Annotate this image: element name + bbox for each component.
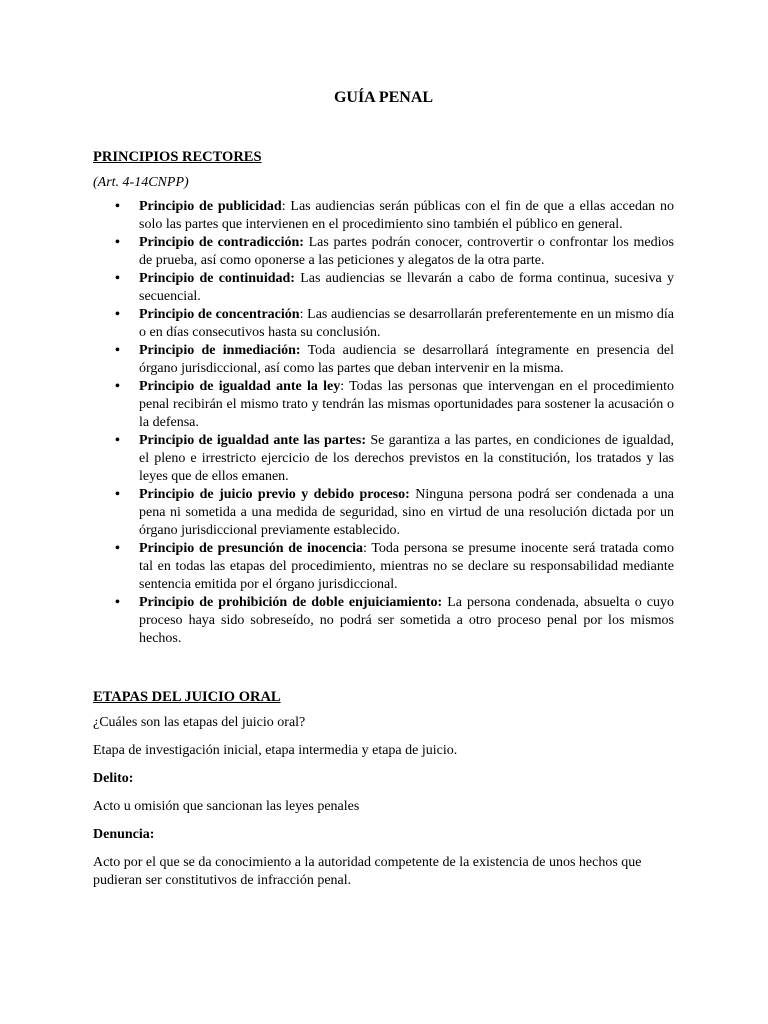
section-heading-etapas: ETAPAS DEL JUICIO ORAL (93, 689, 281, 705)
principle-text: Todas las personas que intervengan en el procedimiento penal recibirán el mismo trato y tendrán las mismas oportunidades para sostener la acusación o la defensa. (139, 379, 675, 430)
principle-text: La persona condenada, absuelta o cuyo proceso haya sido sobreseído, no podrá ser sometida a otro proceso penal por los mismos hechos. (139, 595, 675, 646)
principle-name: Principio de igualdad ante las partes: (139, 433, 367, 448)
delito-label: Delito: (93, 771, 134, 786)
list-item (139, 342, 674, 378)
article-reference: (Art. 4-14CNPP) (93, 175, 189, 190)
list-item (139, 270, 674, 306)
principle-name: Principio de igualdad ante la ley (139, 379, 341, 394)
principle-name: Principio de publicidad (139, 199, 282, 214)
principle-name: Principio de juicio previo y debido proceso: (139, 487, 410, 502)
principle-text: Ninguna persona podrá ser condenada a una pena ni sometida a una medida de seguridad, sino en virtud de una resolución dictada por un órgano jurisdiccional previamente establecido. (139, 487, 674, 538)
principle-text: Toda persona se presume inocente será tratada como tal en todas las etapas del procedimiento, mientras no se declare su responsabilidad mediante sentencia emitida por el órgano jurisdiccional. (139, 541, 675, 592)
list-item (139, 432, 674, 486)
principle-text: Las audiencias se llevarán a cabo de forma continua, sucesiva y secuencial. (139, 271, 675, 304)
principle-name: Principio de concentración (139, 307, 300, 322)
principle-text: Toda audiencia se desarrollará íntegramente en presencia del órgano jurisdiccional, así como las partes que deban intervenir en la misma. (139, 343, 675, 376)
principles-list (93, 198, 674, 648)
list-item (139, 234, 674, 270)
principle-name: Principio de continuidad: (139, 271, 295, 286)
principle-name: Principio de presunción de inocencia (139, 541, 363, 556)
principle-text: Las partes podrán conocer, controvertir o confrontar los medios de prueba, así como oponerse a las peticiones y alegatos de la otra parte. (139, 235, 674, 268)
principle-name: Principio de prohibición de doble enjuiciamiento: (139, 595, 443, 610)
section-heading-principios: PRINCIPIOS RECTORES (93, 149, 262, 165)
denuncia-definition: Acto por el que se da conocimiento a la autoridad competente de la existencia de unos hechos que pudieran ser constitutivos de infracción penal. (93, 855, 642, 888)
principle-text: Las audiencias serán públicas con el fin de que a ellas accedan no solo las partes que intervienen en el procedimiento sino también el público en general. (139, 199, 674, 232)
list-item: • Principio de igualdad ante la ley: Todas las personas que intervengan en el procedimiento penal recibirán el mismo trato y tendrán las mismas oportunidades para sostener la acusación o la defensa. (139, 378, 674, 432)
list-item: • Principio de publicidad: Las audiencias serán públicas con el fin de que a ellas accedan no solo las partes que intervienen en el procedimiento sino también el público en general. (139, 198, 674, 234)
section-spacer (93, 648, 674, 688)
question-text: ¿Cuáles son las etapas del juicio oral? (93, 715, 306, 730)
denuncia-label: Denuncia: (93, 827, 155, 842)
principle-text: Se garantiza a las partes, en condiciones de igualdad, el pleno e irrestricto ejercicio de los derechos previstos en la constitución, los tratados y las leyes que de ellos emanen. (139, 433, 674, 484)
principle-name: Principio de contradicción: (139, 235, 304, 250)
list-item: • Principio de presunción de inocencia: Toda persona se presume inocente será tratada como tal en todas las etapas del procedimiento, mientras no se declare su responsabilidad mediante sentencia emitida por el órgano jurisdiccional. (139, 540, 674, 594)
list-item (139, 594, 674, 648)
list-item: • Principio de concentración: Las audiencias se desarrollarán preferentemente en un mismo día o en días consecutivos hasta su conclusión. (139, 306, 674, 342)
delito-definition: Acto u omisión que sancionan las leyes penales (93, 799, 360, 814)
principle-name: Principio de inmediación: (139, 343, 301, 358)
principle-text: Las audiencias se desarrollarán preferentemente en un mismo día o en días consecutivos hasta su conclusión. (139, 307, 675, 340)
list-item (139, 486, 674, 540)
document-content (93, 88, 674, 890)
document-title: GUÍA PENAL (333, 89, 434, 106)
answer-text: Etapa de investigación inicial, etapa intermedia y etapa de juicio. (93, 743, 458, 758)
